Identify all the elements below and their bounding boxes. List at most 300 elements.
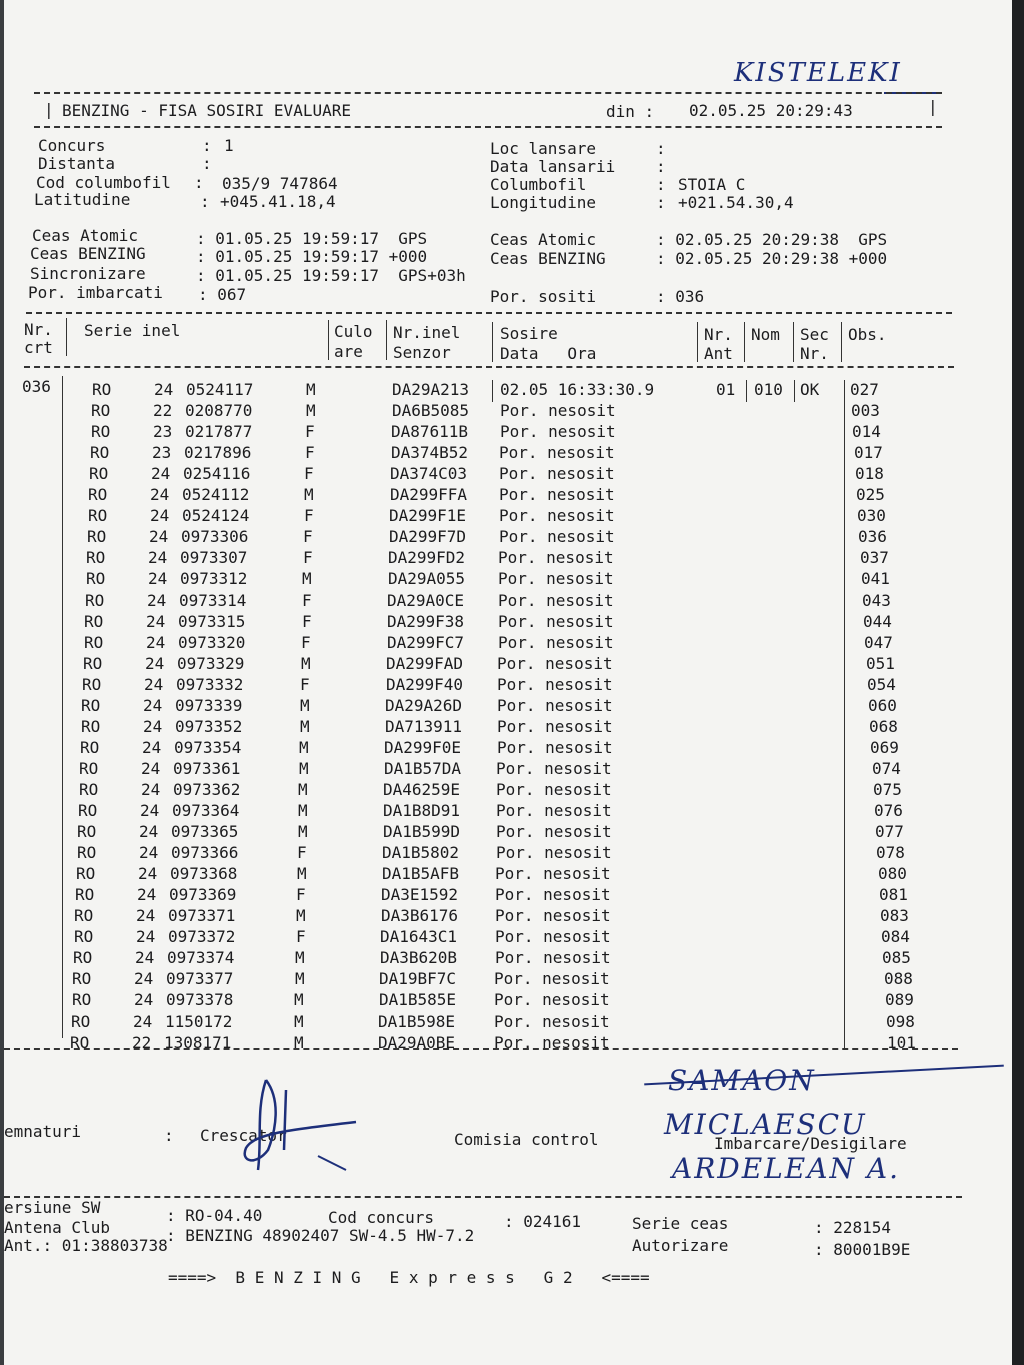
- arrival: Por. nesosit: [499, 527, 615, 547]
- sec: OK: [800, 380, 820, 399]
- ring-year: 24: [142, 737, 162, 757]
- ring-country: RO: [88, 506, 108, 526]
- obs: 054: [867, 674, 896, 694]
- table-row: [4, 864, 1012, 885]
- sex: F: [300, 674, 310, 694]
- ring-number: 0973377: [166, 969, 234, 989]
- obs: 037: [860, 548, 889, 568]
- table-row: [4, 780, 1012, 801]
- clock-label: Sincronizare: [30, 264, 146, 283]
- sensor-id: DA1B5802: [382, 843, 460, 863]
- sensor-id: DA299FFA: [390, 485, 468, 505]
- imbarcare-label: Imbarcare/Desigilare: [714, 1134, 907, 1153]
- ring-year: 24: [150, 485, 170, 505]
- sex: F: [303, 527, 313, 547]
- sensor-id: DA299F7D: [389, 527, 467, 547]
- ring-year: 22: [153, 401, 173, 421]
- ring-year: 24: [135, 948, 155, 968]
- sensor-id: DA29A0BE: [378, 1032, 456, 1052]
- arrival: Por. nesosit: [495, 927, 611, 947]
- ring-country: RO: [91, 401, 111, 421]
- arrival: Por. nesosit: [497, 716, 613, 736]
- arrival: Por. nesosit: [500, 422, 616, 442]
- table-row: [4, 527, 1012, 548]
- sex: M: [306, 401, 316, 421]
- sex: F: [296, 885, 306, 905]
- arrival: Por. nesosit: [498, 548, 614, 568]
- obs: 075: [873, 779, 902, 799]
- ring-country: RO: [89, 464, 109, 484]
- info-label: Data lansarii: [490, 157, 616, 176]
- col-nom: Nom: [751, 325, 780, 344]
- table-row: [4, 1033, 1012, 1054]
- table-row: [4, 485, 1012, 506]
- table-row: [4, 654, 1012, 675]
- table-row: [4, 1012, 1012, 1033]
- sensor-id: DA29A0CE: [387, 590, 465, 610]
- clock-label: Ceas BENZING: [490, 249, 606, 268]
- ring-number: 0254116: [183, 464, 251, 484]
- clock-label: Ceas Atomic: [32, 226, 138, 245]
- obs: 077: [875, 822, 904, 842]
- clock-label: Ceas Atomic: [490, 230, 596, 249]
- ring-country: RO: [78, 801, 98, 820]
- obs: 060: [868, 695, 897, 715]
- table-row: [4, 548, 1012, 569]
- sex: M: [295, 969, 305, 989]
- col-separator: [793, 322, 794, 362]
- header-bar-right: |: [928, 97, 938, 116]
- obs: 098: [886, 1011, 915, 1031]
- divider-table-bottom: [4, 1048, 958, 1050]
- comisia-control-label: Comisia control: [454, 1130, 599, 1149]
- obs: 080: [878, 864, 907, 884]
- ring-country: RO: [82, 674, 102, 694]
- table-row: [4, 401, 1012, 422]
- table-row: [4, 612, 1012, 633]
- sex: F: [296, 927, 306, 947]
- ring-number: 0973339: [175, 695, 243, 715]
- ring-country: RO: [77, 822, 97, 842]
- obs: 027: [850, 380, 879, 399]
- arrival: Por. nesosit: [495, 948, 611, 968]
- table-row: [4, 759, 1012, 780]
- sensor-id: DA299FD2: [388, 548, 466, 568]
- ring-year: 24: [139, 843, 159, 863]
- sex: M: [298, 779, 308, 799]
- ring-country: RO: [86, 569, 106, 589]
- ring-number: 0973372: [168, 927, 236, 947]
- obs: 078: [876, 843, 905, 863]
- ring-number: 0973362: [173, 779, 241, 799]
- arrival: Por. nesosit: [496, 801, 612, 820]
- ring-country: RO: [85, 590, 105, 610]
- obs: 044: [863, 611, 892, 631]
- ring-country: RO: [87, 527, 107, 547]
- sensor-id: DA1B585E: [379, 990, 457, 1010]
- table-row: [4, 506, 1012, 527]
- col-separator: [328, 320, 329, 360]
- autorizare-label: Autorizare: [632, 1236, 729, 1255]
- versiune-label: ersiune SW: [4, 1198, 101, 1217]
- ring-number: 0973315: [178, 611, 246, 631]
- antena-label: Antena Club: [4, 1218, 110, 1237]
- col-culoare: Culo: [334, 322, 373, 341]
- arrival: Por. nesosit: [498, 632, 614, 652]
- sensor-id: DA374C03: [390, 464, 468, 484]
- col-sosire: Sosire: [500, 324, 558, 343]
- ring-country: RO: [71, 1011, 91, 1031]
- col-obs: Obs.: [848, 325, 887, 344]
- sex: M: [300, 695, 310, 715]
- info-value: +045.41.18,4: [220, 192, 336, 211]
- obs: 076: [874, 801, 903, 820]
- ring-year: 24: [143, 695, 163, 715]
- table-row: [4, 443, 1012, 464]
- ant-line: Ant.: 01:38803738: [4, 1236, 168, 1255]
- sex: F: [304, 506, 314, 526]
- sex: M: [296, 906, 306, 926]
- divider-signatures: [4, 1196, 962, 1198]
- col-separator: [841, 322, 842, 362]
- sensor-id: DA29A213: [392, 380, 470, 399]
- table-row: [4, 906, 1012, 927]
- arrival: Por. nesosit: [494, 969, 610, 989]
- ring-number: 0973329: [177, 653, 245, 673]
- obs: 017: [854, 443, 883, 463]
- antenna: 01: [716, 380, 736, 399]
- header-bar-left: |: [44, 100, 54, 119]
- ring-year: 24: [137, 885, 157, 905]
- clock-label: Por. sositi: [490, 287, 596, 306]
- handwritten-signature-2: MICLAESCU: [664, 1108, 867, 1141]
- obs: 030: [857, 506, 886, 526]
- ring-country: RO: [80, 737, 100, 757]
- ring-year: 24: [151, 464, 171, 484]
- sensor-id: DA299FC7: [387, 632, 465, 652]
- table-row: [4, 948, 1012, 969]
- ring-country: RO: [84, 632, 104, 652]
- arrival: Por. nesosit: [499, 443, 615, 463]
- clock-value: : 01.05.25 19:59:17 GPS: [196, 229, 428, 248]
- arrival: Por. nesosit: [494, 1032, 610, 1052]
- clock-value: : 02.05.25 20:29:38 GPS: [656, 230, 888, 249]
- sex: M: [295, 948, 305, 968]
- ring-country: RO: [79, 779, 99, 799]
- ring-number: 0973368: [170, 864, 238, 884]
- arrival: Por. nesosit: [495, 864, 611, 884]
- table-row: [4, 633, 1012, 654]
- info-label: Latitudine: [34, 190, 131, 209]
- sex: F: [305, 422, 315, 442]
- sex: F: [305, 443, 315, 463]
- din-label: din :: [606, 102, 655, 121]
- printout-sheet: KISTELEKI | BENZING - FISA SOSIRI EVALUARE din : 02.05.25 20:29:43 | Concurs : 1 Distanta : Cod columbofil : 035/9 747864 Latitudine : +045.41.18,4 Loc lansare : Data lansarii : Columbofil : STOIA C Longitudine : +021.54.30,4 Ceas Atomic : 01.05.25 19:59:17 GPS Ceas BENZING : 01.05.25 19:59:17 +000 Sincronizare : 01.05.25 19:59:17 GPS+03h Por. imbarcati : 067 Ceas Atomic : 02.05.25 20:29:38 GPS Ceas BENZING : 02.05.25 20:29:38 +000 Por. sositi : 036 Nr. crt Serie inel Culo are Nr.inel Senzor Sosire Data Ora Nr. Ant Nom Sec Nr. Obs. 036 RO 24 0524117 M DA29A213 02.05 16:33:30.9 01 010 OK 027 RO 22 0208770 M DA6B5085 Por. nesosit 003 RO 23 0217877 F DA87611B Por. nesosit 014 RO 23 0217896 F DA374B52 Por. nesosit 017 RO 24 0254116 F DA374C03 Por. nesosit 018 RO 24 0524112 M DA299FFA Por. nesosit 025 RO 24 0524124 F DA299F1E Por. nesosit 030 RO 24 0973306 F DA299F7D Por. nesosit 036 RO 24 0973307 F DA299FD2 Por. nesosit 037 RO 24 0973312 M DA29A055 Por. nesosit 041 RO 24 0973314 F DA29A0CE Por. nesosit 043 RO 24 0973315 F DA299F38 Por. nesosit 044 RO 24 0973320 F DA299FC7 Por. nesosit 047 RO 24 0973329 M DA299FAD Por. nesosit 051 RO 24 0973332 F DA299F40 Por. nesosit 054 RO 24 0973339 M DA29A26D Por. nesosit 060 RO 24 0973352 M DA713911 Por. nesosit 068 RO 24 0973354 M DA299F0E Por. nesosit 069 RO 24 0973361 M DA1B57DA Por. nesosit 074 RO 24 0973362 M DA46259E Por. nesosit 075 RO 24 0973364 M DA1B8D91 Por. nesosit 076 RO 24 0973365 M DA1B599D Por. nesosit 077 RO 24 0973366 F DA1B5802 Por. nesosit 078 RO 24 0973368 M DA1B5AFB Por. nesosit 080 RO 24 0973369 F DA3E1592 Por. nesosit 081 RO 24 0973371 M DA3B6176 Por. nesosit 083 RO 24 0973372 F DA1643C1 Por. nesosit 084 RO 24 0973374 M DA3B620B Por. nesosit 085 RO 24 0973377 M DA19BF7C Por. nesosit 088 RO 24 0973378 M DA1B585E Por. nesosit 089 RO 24 1150172 M DA1B598E Por. nesosit 098 RO 22 1308171 M DA29A0BE Por. nesosit 101 SAMAON MICLAESCU ARDELEAN A. emnaturi : Crescator Comisia control Imbarcare/Desigilare ersiune SW : RO-04.40 Cod concurs : 024161 Serie ceas : 228154 Antena Club : BENZING 48902407 SW-4.5 HW-7.2 Autorizare : 80001B9E Ant.: 01:38803738 ====> B E N Z I N G E x p r e s s G 2 <====: [4, 0, 1012, 1365]
- ring-number: 1150172: [165, 1011, 233, 1031]
- arrival: Por. nesosit: [494, 1011, 610, 1031]
- sensor-id: DA374B52: [391, 443, 469, 463]
- ring-country: RO: [74, 927, 94, 947]
- ring-year: 24: [139, 822, 159, 842]
- ring-number: 0973307: [180, 548, 248, 568]
- ring-year: 24: [146, 611, 166, 631]
- sensor-id: DA1B598E: [378, 1011, 456, 1031]
- sex: F: [301, 632, 311, 652]
- sex: F: [303, 548, 313, 568]
- ring-year: 24: [149, 527, 169, 547]
- antena-value: : BENZING 48902407 SW-4.5 HW-7.2: [166, 1226, 475, 1245]
- table-row: [4, 422, 1012, 443]
- brand-line: ====> B E N Z I N G E x p r e s s G 2 <====: [168, 1268, 650, 1287]
- clock-value: : 067: [198, 285, 247, 304]
- ring-country: RO: [74, 906, 94, 926]
- table-row: [4, 591, 1012, 612]
- ring-number: 0973320: [178, 632, 246, 652]
- info-label: Columbofil: [490, 175, 587, 194]
- sensor-id: DA299FAD: [386, 653, 464, 673]
- table-row: [4, 822, 1012, 843]
- table-row: [4, 696, 1012, 717]
- ring-number: 0208770: [185, 401, 253, 421]
- obs: 014: [852, 422, 881, 442]
- sensor-id: DA29A055: [388, 569, 466, 589]
- arrival: Por. nesosit: [496, 758, 612, 778]
- arrival: Por. nesosit: [495, 885, 611, 905]
- col-separator: [744, 322, 745, 362]
- sensor-id: DA19BF7C: [379, 969, 457, 989]
- col-separator: [697, 322, 698, 362]
- ring-number: 0973371: [168, 906, 236, 926]
- ring-country: RO: [92, 380, 112, 399]
- sex: M: [301, 653, 311, 673]
- obs: 043: [862, 590, 891, 610]
- ring-country: RO: [75, 885, 95, 905]
- ring-country: RO: [83, 653, 103, 673]
- info-label: Loc lansare: [490, 139, 596, 158]
- obs: 085: [882, 948, 911, 968]
- ring-number: 0973352: [175, 716, 243, 736]
- ring-number: 0973374: [167, 948, 235, 968]
- table-row: [4, 990, 1012, 1011]
- obs: 068: [869, 716, 898, 736]
- ring-number: 1308171: [164, 1032, 232, 1052]
- ring-number: 0973306: [181, 527, 249, 547]
- col-separator: [66, 318, 67, 356]
- ring-year: 24: [150, 506, 170, 526]
- table-row: [4, 380, 1012, 401]
- col-nr-crt: Nr.: [24, 320, 53, 339]
- info-label: Distanta: [38, 154, 116, 173]
- report-title: BENZING - FISA SOSIRI EVALUARE: [62, 101, 351, 120]
- cod-concurs-label: Cod concurs: [328, 1208, 434, 1227]
- sex: F: [302, 590, 312, 610]
- col-nr-ant: Nr.: [704, 325, 733, 344]
- divider-table-top: [26, 312, 952, 314]
- arrival: Por. nesosit: [497, 737, 613, 757]
- info-label: Cod columbofil: [36, 173, 171, 192]
- obs: 036: [858, 527, 887, 547]
- sex: M: [294, 1032, 304, 1052]
- handwritten-signature-1: SAMAON: [668, 1064, 816, 1097]
- table-row: [4, 927, 1012, 948]
- handwritten-top-note: KISTELEKI: [734, 58, 902, 88]
- ring-number: 0973354: [174, 737, 242, 757]
- ring-year: 24: [138, 864, 158, 884]
- table-row: [4, 885, 1012, 906]
- arrival: Por. nesosit: [498, 590, 614, 610]
- divider-header: [34, 126, 942, 128]
- obs: 025: [856, 485, 885, 505]
- ring-number: 0973332: [176, 674, 244, 694]
- versiune-value: : RO-04.40: [166, 1206, 263, 1225]
- col-separator: [492, 322, 493, 362]
- clock-label: Ceas BENZING: [30, 244, 146, 263]
- sensor-id: DA1B5AFB: [382, 864, 460, 884]
- sensor-id: DA1643C1: [380, 927, 458, 947]
- ring-year: 24: [147, 590, 167, 610]
- sex: M: [306, 380, 316, 399]
- sensor-id: DA29A26D: [385, 695, 463, 715]
- info-value: 1: [224, 136, 234, 155]
- sex: F: [304, 464, 314, 484]
- ring-year: 24: [146, 632, 166, 652]
- ring-year: 24: [140, 801, 160, 820]
- sex: M: [299, 737, 309, 757]
- ring-year: 24: [134, 990, 154, 1010]
- table-row: [4, 675, 1012, 696]
- obs: 101: [887, 1032, 916, 1052]
- arrival: Por. nesosit: [499, 506, 615, 526]
- arrival: Por. nesosit: [494, 990, 610, 1010]
- report-datetime: 02.05.25 20:29:43: [689, 101, 853, 120]
- sensor-id: DA299F40: [386, 674, 464, 694]
- arrival: Por. nesosit: [500, 401, 616, 421]
- col-sec-nr: Sec: [800, 325, 829, 344]
- obs: 081: [879, 885, 908, 905]
- clock-value: : 036: [656, 287, 705, 306]
- table-row: [4, 717, 1012, 738]
- table-row: [4, 738, 1012, 759]
- ring-year: 24: [145, 653, 165, 673]
- serie-ceas-label: Serie ceas: [632, 1214, 729, 1233]
- ring-number: 0973361: [173, 758, 241, 778]
- ring-year: 22: [132, 1032, 152, 1052]
- obs: 018: [855, 464, 884, 484]
- ring-year: 23: [152, 443, 172, 463]
- info-value: +021.54.30,4: [678, 193, 794, 212]
- sensor-id: DA3E1592: [381, 885, 459, 905]
- ring-country: RO: [81, 716, 101, 736]
- nr-crt-value: 036: [22, 377, 51, 396]
- ring-country: RO: [73, 948, 93, 968]
- ring-country: RO: [76, 864, 96, 884]
- ring-year: 24: [134, 969, 154, 989]
- sex: M: [294, 990, 304, 1010]
- background-right: [1010, 0, 1024, 1365]
- ring-number: 0973312: [180, 569, 248, 589]
- sensor-id: DA46259E: [383, 779, 461, 799]
- table-row: [4, 969, 1012, 990]
- arrival: Por. nesosit: [496, 822, 612, 842]
- arrival: Por. nesosit: [498, 611, 614, 631]
- col-separator: [386, 320, 387, 360]
- ring-country: RO: [88, 485, 108, 505]
- sensor-id: DA713911: [385, 716, 463, 736]
- ring-year: 24: [136, 906, 156, 926]
- sensor-id: DA1B8D91: [383, 801, 461, 820]
- info-value: 035/9 747864: [222, 174, 338, 193]
- crescator-label: Crescator: [200, 1126, 287, 1145]
- obs: 089: [885, 990, 914, 1010]
- ring-year: 24: [141, 758, 161, 778]
- sensor-id: DA6B5085: [392, 401, 470, 421]
- arrival: Por. nesosit: [499, 485, 615, 505]
- ring-number: 0524112: [182, 485, 250, 505]
- clock-value: : 02.05.25 20:29:38 +000: [656, 249, 888, 268]
- col-serie-inel: Serie inel: [84, 321, 181, 340]
- obs: 041: [861, 569, 890, 589]
- sensor-id: DA3B6176: [381, 906, 459, 926]
- col-nr-inel-senzor: Nr.inel: [393, 323, 461, 342]
- arrival: Por. nesosit: [499, 464, 615, 484]
- table-row: [4, 801, 1012, 822]
- ring-year: 24: [143, 716, 163, 736]
- obs: 003: [851, 401, 880, 421]
- sex: F: [297, 843, 307, 863]
- clock-value: : 01.05.25 19:59:17 +000: [196, 247, 428, 266]
- ring-country: RO: [72, 990, 92, 1010]
- sensor-id: DA87611B: [391, 422, 469, 442]
- ring-year: 24: [133, 1011, 153, 1031]
- cod-concurs-value: : 024161: [504, 1212, 582, 1231]
- clock-label: Por. imbarcati: [28, 283, 163, 302]
- sex: M: [298, 822, 308, 842]
- ring-number: 0217896: [184, 443, 252, 463]
- sex: M: [294, 1011, 304, 1031]
- obs: 047: [864, 632, 893, 652]
- ring-country: RO: [77, 843, 97, 863]
- table-row: [4, 464, 1012, 485]
- sensor-id: DA299F38: [387, 611, 465, 631]
- ring-year: 24: [148, 569, 168, 589]
- ring-country: RO: [90, 443, 110, 463]
- autorizare-value: : 80001B9E: [814, 1240, 911, 1259]
- arrival: Por. nesosit: [496, 843, 612, 863]
- table-row: [4, 569, 1012, 590]
- signature-crescator: [226, 1070, 366, 1180]
- ring-country: RO: [84, 611, 104, 631]
- table-row: [4, 843, 1012, 864]
- ring-year: 24: [144, 674, 164, 694]
- obs: 069: [870, 737, 899, 757]
- sensor-id: DA3B620B: [380, 948, 458, 968]
- ring-number: 0524117: [186, 380, 254, 399]
- ring-year: 23: [153, 422, 173, 442]
- ring-number: 0973378: [166, 990, 234, 1010]
- arrival: Por. nesosit: [497, 695, 613, 715]
- ring-year: 24: [154, 380, 174, 399]
- ring-number: 0973369: [169, 885, 237, 905]
- divider-table-header: [24, 366, 954, 368]
- sensor-id: DA299F1E: [389, 506, 467, 526]
- ring-country: RO: [72, 969, 92, 989]
- sex: M: [297, 864, 307, 884]
- ring-number: 0524124: [182, 506, 250, 526]
- arrival: Por. nesosit: [497, 674, 613, 694]
- sex: M: [300, 716, 310, 736]
- ring-country: RO: [79, 758, 99, 778]
- arrival: 02.05 16:33:30.9: [500, 380, 655, 399]
